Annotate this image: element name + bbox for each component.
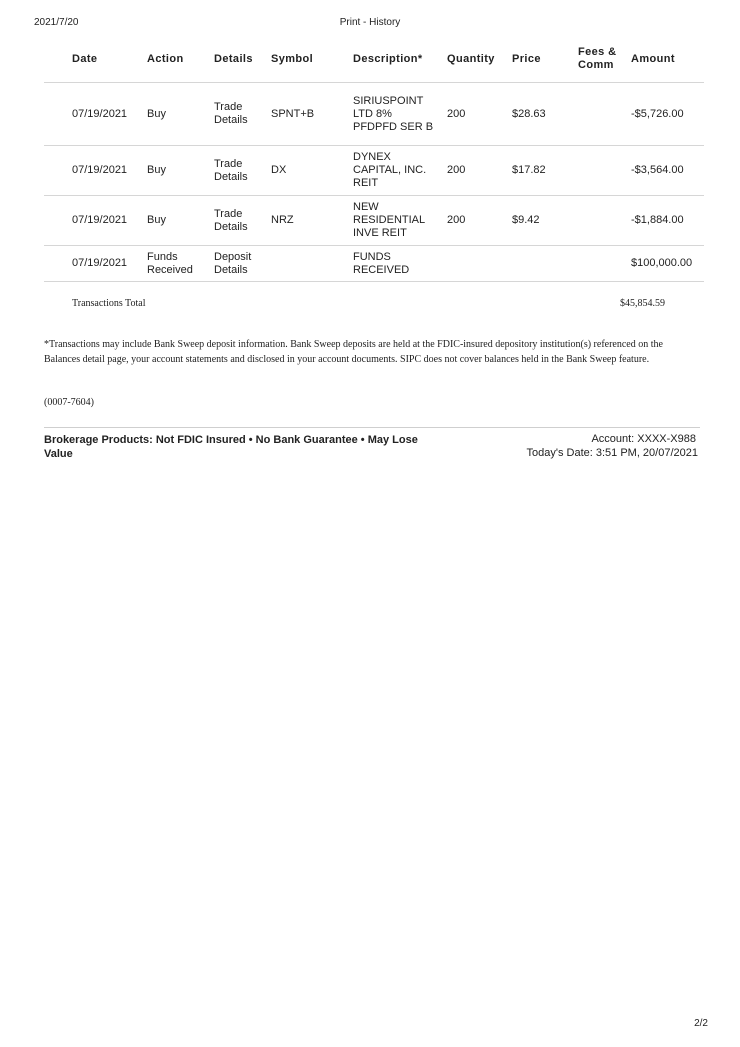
symbol-cell: DX: [269, 146, 351, 196]
price-cell: $17.82: [510, 146, 576, 196]
quantity-cell: 200: [445, 196, 510, 246]
action-cell: Buy: [145, 146, 212, 196]
transactions-total-value: $45,854.59: [620, 298, 665, 309]
symbol-cell: SPNT+B: [269, 83, 351, 146]
symbol-cell: NRZ: [269, 196, 351, 246]
amount-cell: -$3,564.00: [629, 146, 704, 196]
column-header-amount: Amount: [629, 36, 704, 83]
column-header-quantity: Quantity: [445, 36, 510, 83]
transactions-total-label: Transactions Total: [72, 298, 146, 309]
quantity-cell: [445, 246, 510, 282]
price-cell: $28.63: [510, 83, 576, 146]
quantity-cell: 200: [445, 146, 510, 196]
description-cell: NEW RESIDENTIAL INVE REIT: [351, 196, 445, 246]
action-cell: Buy: [145, 83, 212, 146]
spacer-cell: [44, 196, 70, 246]
spacer-cell: [44, 146, 70, 196]
page-number: 2/2: [694, 1018, 708, 1029]
table-row: [44, 146, 704, 196]
column-header-action: Action: [145, 36, 212, 83]
column-header-fees: Fees & Comm: [576, 36, 629, 83]
column-header-description: Description*: [351, 36, 445, 83]
action-cell: Funds Received: [145, 246, 212, 282]
details-link[interactable]: Trade Details: [212, 146, 269, 196]
date-cell: 07/19/2021: [70, 196, 145, 246]
quantity-cell: 200: [445, 83, 510, 146]
table-row: [44, 83, 704, 146]
date-cell: 07/19/2021: [70, 83, 145, 146]
description-cell: FUNDS RECEIVED: [351, 246, 445, 282]
table-row: [44, 196, 704, 246]
footer-divider: [44, 427, 700, 428]
amount-cell: -$1,884.00: [629, 196, 704, 246]
action-cell: Buy: [145, 196, 212, 246]
description-cell: DYNEX CAPITAL, INC. REIT: [351, 146, 445, 196]
column-header-details: Details: [212, 36, 269, 83]
fees-cell: [576, 196, 629, 246]
spacer-cell: [44, 246, 70, 282]
account-number: Account: XXXX-X988: [591, 433, 696, 445]
fees-cell: [576, 246, 629, 282]
amount-cell: -$5,726.00: [629, 83, 704, 146]
table-row: [44, 246, 704, 282]
amount-cell: $100,000.00: [629, 246, 704, 282]
brokerage-disclaimer: Brokerage Products: Not FDIC Insured • No Bank Guarantee • May Lose Value: [44, 434, 418, 460]
spacer-cell: [44, 83, 70, 146]
column-header-date: Date: [70, 36, 145, 83]
spacer-header: [44, 36, 70, 83]
price-cell: [510, 246, 576, 282]
details-link[interactable]: Deposit Details: [212, 246, 269, 282]
bank-sweep-footnote: *Transactions may include Bank Sweep deposit information. Bank Sweep deposits are held at the FDIC-insured depository institution(s) referenced on the Balances detail page, your account statements and disclosed in your account documents. SIPC does not cover balances held in the Bank Sweep feature.: [44, 339, 663, 365]
table-header-row: [44, 36, 704, 83]
transactions-table: [44, 36, 704, 282]
details-link[interactable]: Trade Details: [212, 83, 269, 146]
price-cell: $9.42: [510, 196, 576, 246]
fees-cell: [576, 146, 629, 196]
symbol-cell: [269, 246, 351, 282]
column-header-symbol: Symbol: [269, 36, 351, 83]
date-cell: 07/19/2021: [70, 246, 145, 282]
description-cell: SIRIUSPOINT LTD 8% PFDPFD SER B: [351, 83, 445, 146]
details-link[interactable]: Trade Details: [212, 196, 269, 246]
date-cell: 07/19/2021: [70, 146, 145, 196]
reference-code: (0007-7604): [44, 397, 94, 408]
print-date: 2021/7/20: [34, 17, 79, 28]
page-title: Print - History: [339, 17, 401, 28]
column-header-price: Price: [510, 36, 576, 83]
todays-date: Today's Date: 3:51 PM, 20/07/2021: [526, 447, 698, 459]
fees-cell: [576, 83, 629, 146]
